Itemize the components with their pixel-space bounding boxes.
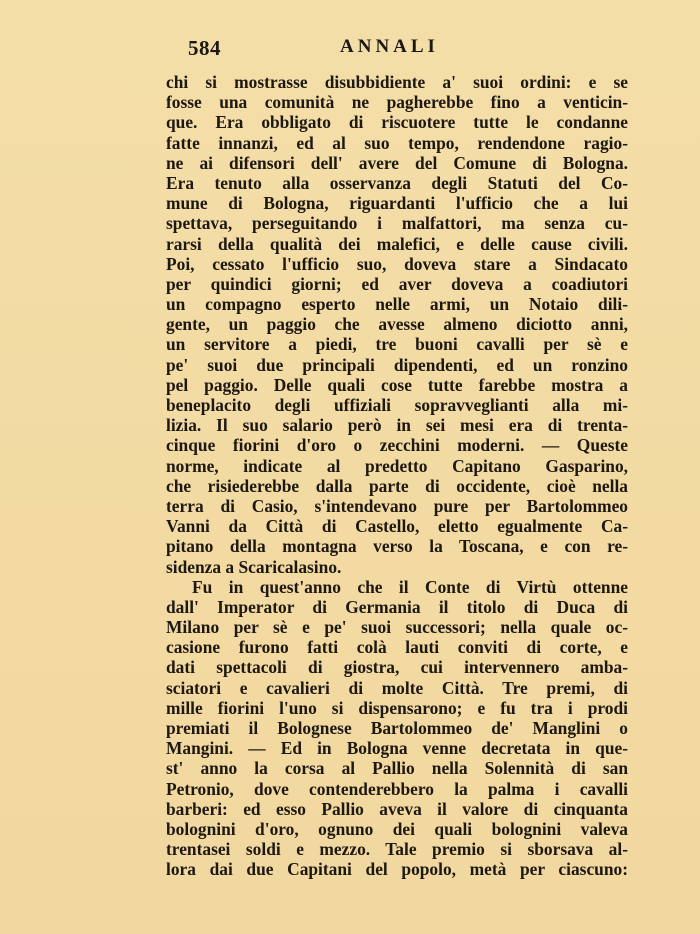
page-header	[168, 36, 628, 60]
text-line: fatte innanzi, ed al suo tempo, rendendone ragio-	[166, 132, 628, 153]
running-title: ANNALI	[340, 36, 439, 57]
text-line: ne ai difensori dell' avere del Comune di Bologna.	[166, 152, 628, 173]
paragraph-end-line: sidenza a Scaricalasino.	[166, 556, 342, 577]
text-line: un compagno esperto nelle armi, un Notaio dili-	[166, 294, 628, 315]
text-line: Era tenuto alla osservanza degli Statuti del Co-	[166, 172, 628, 193]
paragraph-start-line: Fu in quest'anno che il Conte di Virtù ottenne	[192, 576, 628, 597]
text-line: que. Era obbligato di riscuotere tutte le condanne	[166, 112, 628, 133]
text-line: pitano della montagna verso la Toscana, e con re-	[166, 536, 628, 557]
text-line: dall' Imperator di Germania il titolo di Duca di	[166, 596, 628, 617]
text-line: sciatori e cavalieri di molte Città. Tre premi, di	[166, 677, 628, 698]
text-line: terra di Casio, s'intendevano pure per Bartolommeo	[166, 495, 628, 516]
text-line: cinque fiorini d'oro o zecchini moderni. — Queste	[166, 435, 628, 456]
text-line: Milano per sè e pe' suoi successori; nella quale oc-	[166, 617, 628, 638]
text-line: fosse una comunità ne pagherebbe fino a venticin-	[166, 92, 628, 113]
text-line: casione furono fatti colà lauti conviti di corte, e	[166, 637, 628, 658]
text-line: barberi: ed esso Pallio aveva il valore di cinquanta	[166, 798, 628, 819]
text-line: rarsi della qualità dei malefici, e delle cause civili.	[166, 233, 628, 254]
text-line: pe' suoi due principali dipendenti, ed un ronzino	[166, 354, 628, 375]
text-line: pel paggio. Delle quali cose tutte farebbe mostra a	[166, 374, 628, 395]
text-line: dati spettacoli di giostra, cui intervennero amba-	[166, 657, 628, 678]
text-line: premiati il Bolognese Bartolommeo de' Manglini o	[166, 718, 628, 738]
text-line: norme, indicate al predetto Capitano Gasparino,	[166, 455, 628, 476]
text-line: mune di Bologna, riguardanti l'ufficio che a lui	[166, 193, 628, 214]
text-line: trentasei soldi e mezzo. Tale premio si sborsava al-	[166, 839, 628, 860]
text-line: gente, un paggio che avesse almeno diciotto anni,	[166, 314, 628, 335]
text-line: chi si mostrasse disubbidiente a' suoi ordini: e se	[166, 72, 628, 92]
text-line: Poi, cessato l'ufficio suo, doveva stare a Sindacato	[166, 253, 628, 274]
text-line: che risiederebbe dalla parte di occidente, cioè nella	[166, 475, 628, 496]
text-line: un servitore a piedi, tre buoni cavalli per sè e	[166, 334, 628, 355]
text-line: Mangini. — Ed in Bologna venne decretata in que-	[166, 738, 628, 759]
text-line: Petronio, dove contenderebbero la palma i cavalli	[166, 778, 628, 799]
text-line: Vanni da Città di Castello, eletto egualmente Ca-	[166, 516, 628, 537]
text-line: lora dai due Capitani del popolo, metà per ciascuno:	[166, 859, 628, 880]
text-line: beneplacito degli uffiziali sopravveglianti alla mi-	[166, 395, 628, 415]
text-line: st' anno la corsa al Pallio nella Solennità di san	[166, 758, 628, 779]
text-line: lizia. Il suo salario però in sei mesi era di trenta-	[166, 415, 628, 436]
text-line: mille fiorini l'uno si dispensarono; e fu tra i prodi	[166, 697, 628, 718]
text-line: bolognini d'oro, ognuno dei quali bolognini valeva	[166, 818, 628, 839]
text-line: spettava, perseguitando i malfattori, ma senza cu-	[166, 213, 628, 234]
text-line: per quindici giorni; ed aver doveva a coadiutori	[166, 273, 628, 294]
body-text	[166, 72, 628, 880]
page-number: 584	[188, 36, 221, 60]
